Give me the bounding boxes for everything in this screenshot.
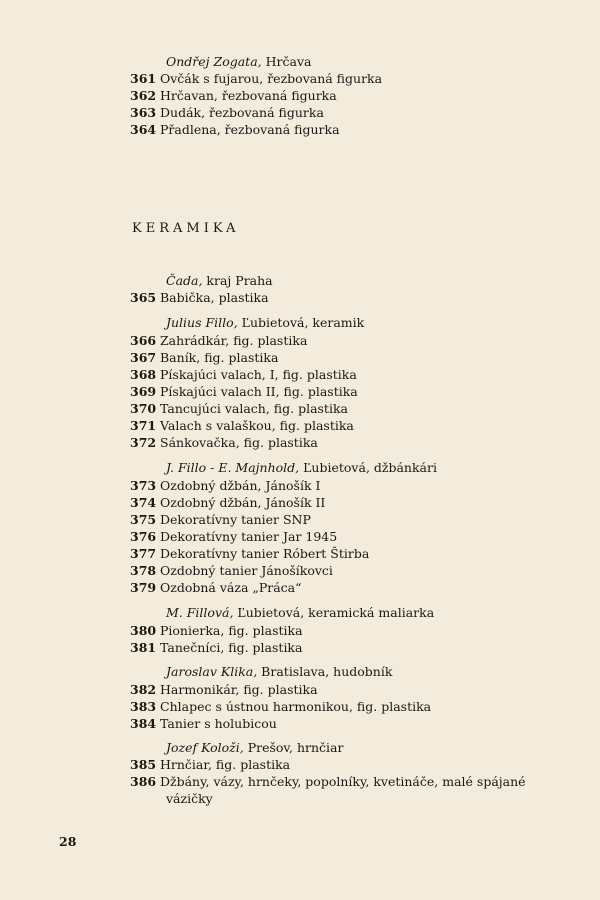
author-details: Ľubietová, keramik [237, 315, 365, 330]
catalog-entry [130, 88, 337, 103]
author-name: Jozef Koloži, [166, 740, 244, 755]
entry-number: 364 [130, 122, 157, 137]
entry-number: 384 [130, 716, 157, 731]
entry-text: Přadlena, řezbovaná figurka [160, 122, 340, 137]
entry-text: Baník, fig. plastika [160, 350, 279, 365]
author-line [166, 315, 364, 330]
catalog-entry [130, 774, 526, 789]
entry-text: Tanečníci, fig. plastika [160, 640, 303, 655]
catalog-entry [130, 401, 348, 416]
catalog-entry [130, 71, 382, 86]
entry-number: 377 [130, 546, 157, 561]
author-line [166, 740, 343, 755]
entry-number: 386 [130, 774, 157, 789]
author-details: Prešov, hrnčiar [243, 740, 344, 755]
entry-text: Zahrádkár, fig. plastika [160, 333, 308, 348]
entry-number: 385 [130, 757, 157, 772]
catalog-entry [130, 495, 325, 510]
entry-number: 379 [130, 580, 157, 595]
entry-text: Dudák, řezbovaná figurka [160, 105, 324, 120]
entry-number: 381 [130, 640, 157, 655]
entry-number: 371 [130, 418, 157, 433]
catalog-entry [130, 384, 358, 399]
author-name: Čada, [166, 273, 203, 288]
entry-text: Tancujúci valach, fig. plastika [160, 401, 348, 416]
entry-number: 382 [130, 682, 157, 697]
entry-number: 373 [130, 478, 157, 493]
catalog-entry [130, 640, 302, 655]
entry-text: Dekoratívny tanier SNP [160, 512, 311, 527]
author-line [166, 54, 311, 69]
section-title: KERAMIKA [132, 221, 240, 236]
catalog-entry [130, 563, 333, 578]
entry-text: Pískajúci valach II, fig. plastika [160, 384, 358, 399]
entry-number: 380 [130, 623, 157, 638]
author-name: Ondřej Zogata, [166, 54, 262, 69]
catalog-entry [130, 122, 340, 137]
entry-number: 370 [130, 401, 157, 416]
entry-number: 362 [130, 88, 157, 103]
entry-number: 365 [130, 290, 157, 305]
author-details: kraj Praha [202, 273, 273, 288]
author-name: M. Fillová, [166, 605, 234, 620]
entry-text: Sánkovačka, fig. plastika [160, 435, 318, 450]
entry-number: 376 [130, 529, 157, 544]
entry-text: Babička, plastika [160, 290, 269, 305]
catalog-entry [130, 418, 354, 433]
entry-text: Ozdobný tanier Jánošíkovci [160, 563, 333, 578]
author-line [166, 273, 273, 288]
catalog-entry [130, 757, 290, 772]
entry-number: 378 [130, 563, 157, 578]
entry-text: Harmonikár, fig. plastika [160, 682, 318, 697]
entry-text: Ozdobná váza „Práca“ [160, 580, 302, 595]
entry-text: Tanier s holubicou [160, 716, 277, 731]
entry-number: 374 [130, 495, 157, 510]
entry-number: 368 [130, 367, 157, 382]
entry-text: Pionierka, fig. plastika [160, 623, 303, 638]
entry-number: 367 [130, 350, 157, 365]
catalog-entry [130, 333, 307, 348]
entry-number: 383 [130, 699, 157, 714]
entry-text: Chlapec s ústnou harmonikou, fig. plastika [160, 699, 432, 714]
catalog-entry [130, 435, 318, 450]
author-details: Ľubietová, džbánkári [299, 460, 437, 475]
author-line [166, 605, 434, 620]
page-number: 28 [59, 834, 77, 849]
author-details: Ľubietová, keramická maliarka [233, 605, 435, 620]
entry-number: 372 [130, 435, 157, 450]
entry-text: Dekoratívny tanier Jar 1945 [160, 529, 338, 544]
entry-number: 369 [130, 384, 157, 399]
catalog-entry [130, 623, 303, 638]
catalog-entry [130, 682, 318, 697]
entry-text: Dekoratívny tanier Róbert Štirba [160, 546, 370, 561]
entry-text: Hrčavan, řezbovaná figurka [160, 88, 337, 103]
catalog-entry [130, 580, 302, 595]
catalog-entry [130, 699, 431, 714]
catalog-entry [130, 105, 324, 120]
entry-text: Hrnčiar, fig. plastika [160, 757, 291, 772]
catalog-entry [130, 546, 369, 561]
author-details: Bratislava, hudobník [257, 664, 393, 679]
entry-number: 375 [130, 512, 157, 527]
catalog-entry [130, 529, 337, 544]
entry-number: 366 [130, 333, 157, 348]
entry-number: 361 [130, 71, 157, 86]
author-line [166, 664, 392, 679]
author-name: Julius Fillo, [166, 315, 238, 330]
catalog-entry [130, 367, 357, 382]
entry-text: Džbány, vázy, hrnčeky, popolníky, kvetináče, malé spájané [160, 774, 526, 789]
author-name: J. Fillo - E. Majnhold, [166, 460, 300, 475]
author-name: Jaroslav Klika, [166, 664, 258, 679]
entry-text: Ovčák s fujarou, řezbovaná figurka [160, 71, 383, 86]
entry-continuation: vázičky [166, 791, 213, 806]
entry-text: Valach s valaškou, fig. plastika [160, 418, 354, 433]
catalog-entry [130, 478, 320, 493]
entry-text: Ozdobný džbán, Jánošík II [160, 495, 326, 510]
catalog-entry [130, 350, 278, 365]
entry-number: 363 [130, 105, 157, 120]
entry-text: Pískajúci valach, I, fig. plastika [160, 367, 357, 382]
catalog-entry [130, 716, 277, 731]
catalog-entry [130, 290, 269, 305]
author-details: Hrčava [261, 54, 312, 69]
entry-text: Ozdobný džbán, Jánošík I [160, 478, 321, 493]
catalog-entry [130, 512, 311, 527]
author-line [166, 460, 437, 475]
